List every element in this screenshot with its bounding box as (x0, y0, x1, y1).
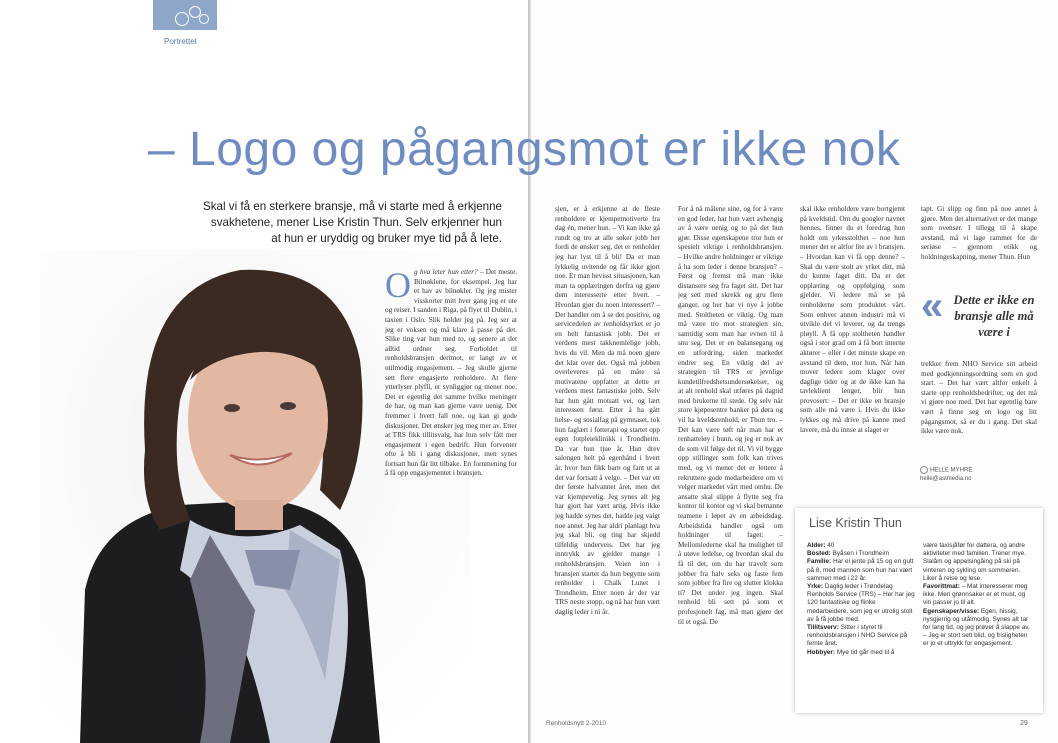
drop-cap: O (385, 265, 411, 305)
fact-item: være taxisjåfør for dattera, og andre aktiviteter med familien. Trener mye. Slalåm og appelsingåing på ski på vinteren og sykling om sommeren. Liker å reise og lese. (923, 542, 1026, 582)
column-text: trekker frem NHO Service sitt arbeid med godkjenningsordning som en god start. – Det har vært altfor enkelt å starte opp renholdsbedrifter, og det må vi gjøre noe med. Det har egentlig bare vært å finne seg en logo og litt pågangsmot, så er du i gang. Det skal ikke være nok. (921, 360, 1037, 436)
fact-box-right-column (923, 542, 1033, 649)
byline (920, 466, 972, 483)
section-label: Portrettet (164, 37, 197, 46)
pull-quote-text: Dette er ikke en bransje alle må være i (953, 293, 1035, 339)
fact-item: Alder: 40 (807, 542, 835, 549)
fact-item: Hobbyer: Mye tid går med til å (807, 648, 895, 656)
fact-item: Tillitsverv: Sitter i styret til renholdsbransjen i NHO Service på femte året. (807, 624, 908, 648)
lead-line: Skal vi få en sterkere bransje, må vi starte med å erkjenne (203, 200, 502, 213)
column-text: skal ikke renholdere være bortgjemt på kveldstid. Om du googler navnet hennes, finner du et foredrag hun holdt om yrkesstolthet – noe hun mener det er altfor lite av i bransjen. – Hvordan kan vi få opp denne? – Skal du være stolt av yrket ditt, må du kunne faget ditt. Da er det opplæring og oppfølging som gjelder. Vi ledere må se på renholderne som produktet vårt. Som enhver annen industri må vi utvikle det vi leverer, og da trengs pløyll. Å få opp stoltheten handler også i stor grad om å få bort interne aktører – eller i det minste skape en avstand til dem, tror hun. Når han mover ledere som klager over daglige tider og at de ikke kan ha tavleklient lenger, blir hun provosert: – Det er ikke en bransje som alle må være i. Hvis du ikke lykkes og må drive på kanne med lavere, må du innse at slaget er (800, 205, 905, 434)
byline-name: HELLE MYHRE (930, 467, 973, 474)
body-column-2 (678, 205, 783, 715)
fact-item: Familie: Har ei jente på 15 og en gutt på 8, med mannen som hun har vært sammen med i 22 år. (807, 558, 914, 582)
column-text: For å nå målene sine, og for å være en god leder, har hun vært avhengig av å være uenig og to på det hun gjør. Disse egenskapene tror hun er spesielt viktige i renholdsbransjen. – Hvilke andre holdninger er viktige å ha som leder i denne bransjen? – Først og fremst må man ikke distansere seg fra faget sitt. Det har jeg sett med skrekk og gru flere ganger, og her har vi nye å jobbe med. Stoltheten er viktig. Og man må være tro mot strategien sin, samtidig som man har evnen til å snu seg. Det er en balansegang og en utfordring, siden markedet endrer seg. En viktig del av strategien til TRS er jevnlige kundetilfredshetsundersøkelser, og at alt renhold skal utføres på dagtid med brukerne til stede. Og selv når store kjøpesentre banker på døra og vil ha kveldsrenhold, er Thun tro. – Det kan være tøft når man har et renhatteløy i bunn, og jeg er nok av de som vil følge det til. Vi vil bygge opp stillinger som folk kan trives med, og vi mener det er lettere å rekruttere gode medarbeidere om vi velger markedet vårt med omhu. De ansatte skal slippe å flytte seg fra kontor til kontor og vi skal bemanne teamene i løpet av en arbeidsdag. Arbeidstida handler også om holdninger til faget: – Mellomlederne skal ha mulighet til å utøve ledelse, og hvordan skal du få til det, om du har travelt som jobber fra halv seks og faste fem som jobber fra fire og slutter klokka ti? Det under jeg ingen. Skal renhold bli sett på som et profesjonelt fag, må man gjøre det til et også. De (678, 205, 783, 626)
lead-line: at hun er uryddig og bruker mye tid på å lete. (271, 232, 502, 245)
fact-item: Bosted: Byåsen i Trondheim (807, 550, 890, 558)
fact-box (795, 508, 1043, 713)
byline-email: helle@astmedia.no (920, 475, 972, 482)
quote-mark-icon: « (921, 284, 944, 328)
page-number: 29 (1020, 720, 1028, 727)
intro-question: g hva leter hun etter? (414, 268, 478, 276)
headline: – Logo og pågangsmot er ikke nok (148, 123, 901, 176)
column-text: tapt. Gi slipp og finn på noe annet å gjøre. Men det alternativet er det mange som ovenser. I tillegg til å skape avstand, må vi lage rammer for de seriøse – gjennom etikk og holdningeskapning, mener Thun. Hun (921, 205, 1037, 261)
section-logo (153, 0, 217, 30)
column-text: sjen, er å erkjenne at de fleste renholdere er kjempemotiverte fra dag én, mener hun. – Vi kan ikke gå rundt og tro at alle søker jobb her fordi de ønsker seg, det er renholder jeg har lyst til å bli! Da er man lykkelig uvitende og får ikke gjort noe. Er man bevisst situasjonen, kan man ta opplæringen derfra og gjøre dem interesserte etter hvert. – Hvordan gjør du noen interessert? – Det handler om å se det positive, og servicedelen av renholdsyrket er jo en helt fantastisk jobb. Det er verdens mest takknemlelige jobb, hvis du vil. Men da må noen gjøre det klar over det. Også må jobben overleveres på en måte så motivatene oppfatter at dette er verdens mest fantastiske jobb. Selv har hun gått motsatt vei, og lært interessen først. Etter å ha gått helse- og sosialfag på gymnaset, tok hun faglært i fotterapi og startet opp egen fotpleieklinikk i Trondheim. Da var hun tjue år. Hun drev salongen helt på egenhånd i hvert år, hvor hun fikk barn og fant ut at det var fortsatt å velge. – Det var ett der første halvannet året, men det var kjempevelig. Jeg synes alt jeg har gjort har vært artig. Hvis ikke jeg hadde synes det, hadde jeg valgt noe annet. Jeg har aldri planlagt hva jeg skal bli, og ting har skjedd tilfeldig underveis. Det har jeg inntrykk av gjelder mange i renholdsbransjen. Veien inn i bransjen startet da hun begynte som renholder i Chalk Lunet i Trondheim. Etter noen år der var TRS neste stopp, og nå har hun vært daglig leder i ni år. (555, 205, 660, 616)
fact-box-title: Lise Kristin Thun (809, 516, 902, 530)
fact-item: Egenskaper/visse: Egen, hissig, nysgjerrig og utålmodig. Synes alt tar for lang tid, og jeg prøver å slappe av. – Jeg er stort sett blid, og frisligheten er jo et uttrykk for engasjement. (923, 607, 1030, 648)
pull-quote (921, 284, 1039, 340)
bubble-icon (199, 14, 209, 24)
intro-column (385, 265, 517, 479)
lead-paragraph (180, 199, 502, 247)
fact-item: Favorittmat: – Mat interesserer meg ikke. Men grønnsaker er et must, og vin passer jo til alt. (923, 583, 1028, 607)
fact-box-left-column (807, 542, 917, 657)
fact-item: Yrke: Daglig leder i Trøndelag Renholds Service (TRS) – Her har jeg 120 fantastiske og flinke medarbeidere, som jeg er utrolig stolt av å få jobbe med. (807, 583, 915, 623)
body-column-3 (800, 205, 905, 505)
intro-text: – Det meste. Bilnøklene, for eksempel. Jeg har et hav av bilnøkler. Og jeg mister visskorter mitt hver gang jeg er ute og reiser. I sanden i Riga, på flyet til Dublin, i taxien i Oslo. Slik holder jeg på. Jeg ser at jeg er voksen og må klare å passe på det. Slike ting var hun med to, og senere at det alltid ordner seg. Forholdet til renholdsbransjen derimot, er langt av et utilmodig engasjement. – Jeg skulle gjerne sett flere engasjerte renholdere. At flere ytterlyser plyfll, er synliggjør og mener noe. Det er egentlig det samme hvilke meninger de har, og man kan gjerne være uenig. Det fremmer i hvert fall noe, og kan gi gode diskusjoner. Det ønsker jeg meg mer av. Etter at TRS fikk tillitsvalg, har hun selv fått mer engasjement i egen bedrift. Hun forventer ofte å bli i gang diskusjoner, men synes fortsatt hun får litt tilbake. En fornmening for å få opp engasjementet i bransjen. (385, 268, 517, 478)
footer-publication: Renholdsnytt 2-2010 (546, 720, 606, 727)
left-page (0, 0, 528, 743)
body-column-4-cont (921, 360, 1037, 460)
body-column-1 (555, 205, 660, 715)
lead-line: svakhetene, mener Lise Kristin Thun. Selv erkjenner hun (210, 216, 502, 229)
bubble-icon (175, 12, 189, 26)
body-column-4 (921, 205, 1037, 285)
camera-icon (920, 466, 928, 474)
